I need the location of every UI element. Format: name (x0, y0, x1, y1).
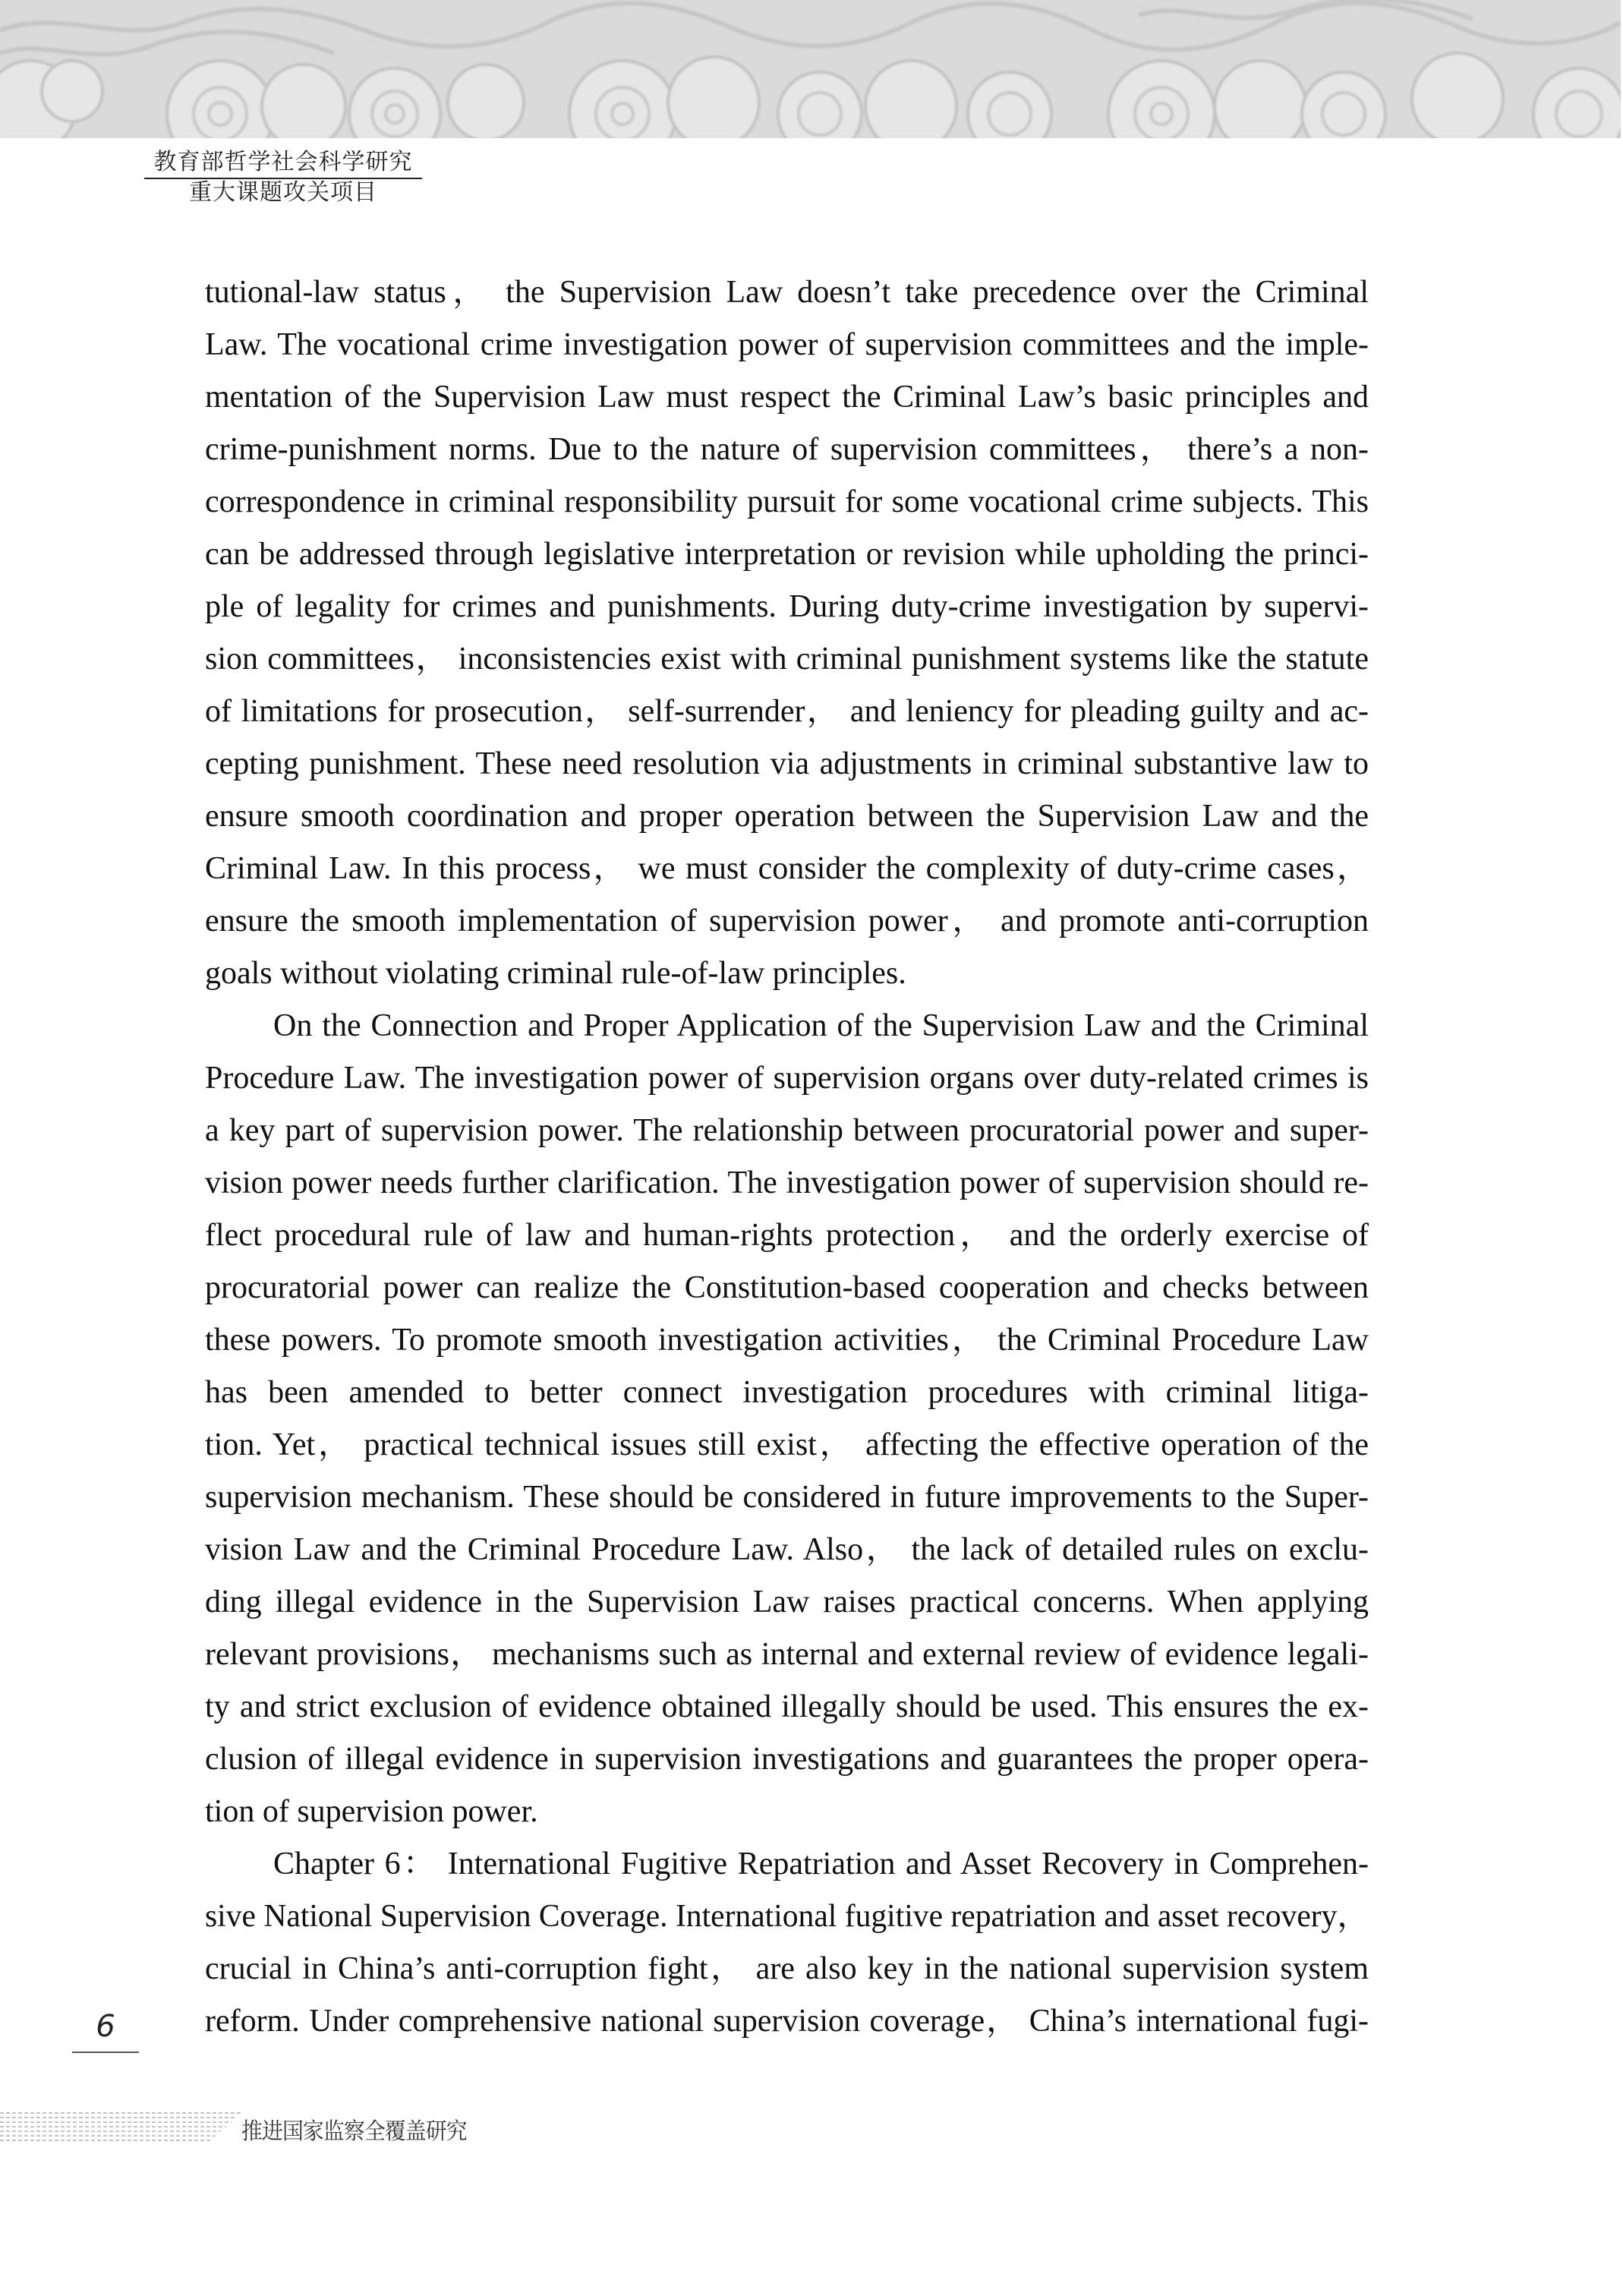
text-line (205, 1943, 1369, 1995)
running-header-project-title: 重大课题攻关项目 (189, 179, 377, 206)
text-line (205, 1471, 1369, 1524)
text-line (205, 1210, 1369, 1262)
text-line (205, 1367, 1369, 1419)
text-line (205, 1576, 1369, 1629)
text-line-content: ensure the smooth implementation of supervision power， and promote anti-corruption (205, 904, 1369, 938)
paragraph (205, 266, 1369, 1000)
text-line-content: sive National Supervision Coverage. International fugitive repatriation and asset recovery， (205, 1899, 1369, 1934)
text-line-content: vision power needs further clarification. The investigation power of supervision should re- (205, 1165, 1369, 1200)
footer-book-title: 推进国家监察全覆盖研究 (241, 2118, 467, 2145)
text-line (205, 790, 1369, 843)
text-line-content: relevant provisions， mechanisms such as internal and external review of evidence legali- (205, 1637, 1369, 1672)
text-line (205, 633, 1369, 686)
text-line-content: tion of supervision power. (205, 1794, 538, 1829)
text-line (205, 1681, 1369, 1733)
paragraph (205, 1000, 1369, 1838)
text-line-content: mentation of the Supervision Law must respect the Criminal Law’s basic principles and (205, 380, 1369, 415)
text-line-content: has been amended to better connect investigation procedures with criminal litiga- (205, 1375, 1369, 1410)
text-line-content: Criminal Law. In this process， we must consider the complexity of duty-crime cases， (205, 851, 1369, 886)
text-line (205, 1052, 1369, 1105)
footer-stripe (0, 2130, 220, 2132)
text-line (205, 1629, 1369, 1681)
text-line-content: tutional-law status， the Supervision Law doesn’t take precedence over the Criminal (205, 275, 1369, 310)
text-line (205, 476, 1369, 528)
text-line (205, 1891, 1369, 1943)
body-text (205, 266, 1369, 2048)
paragraph (205, 1838, 1369, 2048)
text-line (205, 738, 1369, 790)
text-line-content: can be addressed through legislative interpretation or revision while upholding the princi- (205, 537, 1369, 572)
text-line (205, 1105, 1369, 1157)
text-line-content: correspondence in criminal responsibility pursuit for some vocational crime subjects. This (205, 484, 1369, 519)
text-line-content: these powers. To promote smooth investigation activities， the Criminal Procedure Law (205, 1323, 1369, 1358)
text-line-content: clusion of illegal evidence in supervision investigations and guarantees the proper opera- (205, 1742, 1369, 1777)
text-line-content: ensure smooth coordination and proper operation between the Supervision Law and the (205, 799, 1369, 834)
text-line (205, 1733, 1369, 1786)
text-line-content: procuratorial power can realize the Constitution-based cooperation and checks between (205, 1270, 1369, 1305)
footer-stripe (0, 2126, 226, 2127)
text-line-content: supervision mechanism. These should be considered in future improvements to the Super- (205, 1480, 1369, 1515)
text-line-content: cepting punishment. These need resolution via adjustments in criminal substantive law to (205, 746, 1369, 781)
text-line-content: ding illegal evidence in the Supervision Law raises practical concerns. When applying (205, 1585, 1369, 1620)
text-line-content: a key part of supervision power. The relationship between procuratorial power and super- (205, 1113, 1369, 1148)
text-line-content: vision Law and the Criminal Procedure Law. Also， the lack of detailed rules on exclu- (205, 1532, 1369, 1567)
footer-stripe (0, 2121, 232, 2123)
text-line-content: ple of legality for crimes and punishments. During duty-crime investigation by supervi- (205, 589, 1369, 624)
text-line-content: flect procedural rule of law and human-rights protection， and the orderly exercise of (205, 1218, 1369, 1253)
text-line (205, 424, 1369, 476)
text-line-content: crime-punishment norms. Due to the nature of supervision committees， there’s a non- (205, 432, 1369, 467)
text-line-content: reform. Under comprehensive national supervision coverage， China’s international fugi- (205, 2004, 1369, 2039)
text-line (205, 1419, 1369, 1471)
text-line-content: Law. The vocational crime investigation power of supervision committees and the imple- (205, 327, 1369, 362)
footer-stripe (0, 2117, 237, 2118)
text-line (205, 319, 1369, 371)
text-line (205, 1838, 1369, 1891)
text-line-content: goals without violating criminal rule-of-law principles. (205, 956, 906, 991)
text-line (205, 1157, 1369, 1210)
footer-stripe (0, 2112, 241, 2114)
text-line (205, 1786, 1369, 1838)
text-line-content: sion committees， inconsistencies exist with criminal punishment systems like the statute (205, 642, 1369, 676)
text-line (205, 1262, 1369, 1314)
text-line-content: ty and strict exclusion of evidence obtained illegally should be used. This ensures the ex- (205, 1689, 1369, 1724)
carved-cloud-pattern-icon (0, 0, 1621, 138)
text-line (205, 528, 1369, 581)
text-line-content: of limitations for prosecution， self-surrender， and leniency for pleading guilty and ac- (205, 694, 1369, 729)
text-line-content: Chapter 6： International Fugitive Repatriation and Asset Recovery in Comprehen- (273, 1847, 1369, 1881)
text-line (205, 1314, 1369, 1367)
running-header (144, 149, 422, 207)
text-line (205, 948, 1369, 1000)
text-line-content: crucial in China’s anti-corruption fight， are also key in the national supervision system (205, 1951, 1369, 1986)
text-line (205, 371, 1369, 424)
text-line (205, 1000, 1369, 1052)
text-line-content: Procedure Law. The investigation power of supervision organs over duty-related crimes is (205, 1061, 1369, 1096)
footer-stripe (0, 2140, 210, 2141)
header-banner-cloud-pattern (0, 0, 1621, 138)
text-line (205, 686, 1369, 738)
dashed-stripes-decoration-icon (0, 2112, 243, 2143)
footer-stripe (0, 2135, 216, 2137)
text-line-content: On the Connection and Proper Application of the Supervision Law and the Criminal (273, 1008, 1369, 1043)
running-header-series-title: 教育部哲学社会科学研究 (144, 149, 422, 179)
text-line (205, 581, 1369, 633)
text-line (205, 895, 1369, 948)
text-line (205, 1524, 1369, 1576)
text-line (205, 843, 1369, 895)
page-number: 6 (72, 2004, 139, 2053)
text-line (205, 1995, 1369, 2048)
text-line-content: tion. Yet， practical technical issues still exist， affecting the effective operation of the (205, 1427, 1369, 1462)
text-line (205, 266, 1369, 319)
